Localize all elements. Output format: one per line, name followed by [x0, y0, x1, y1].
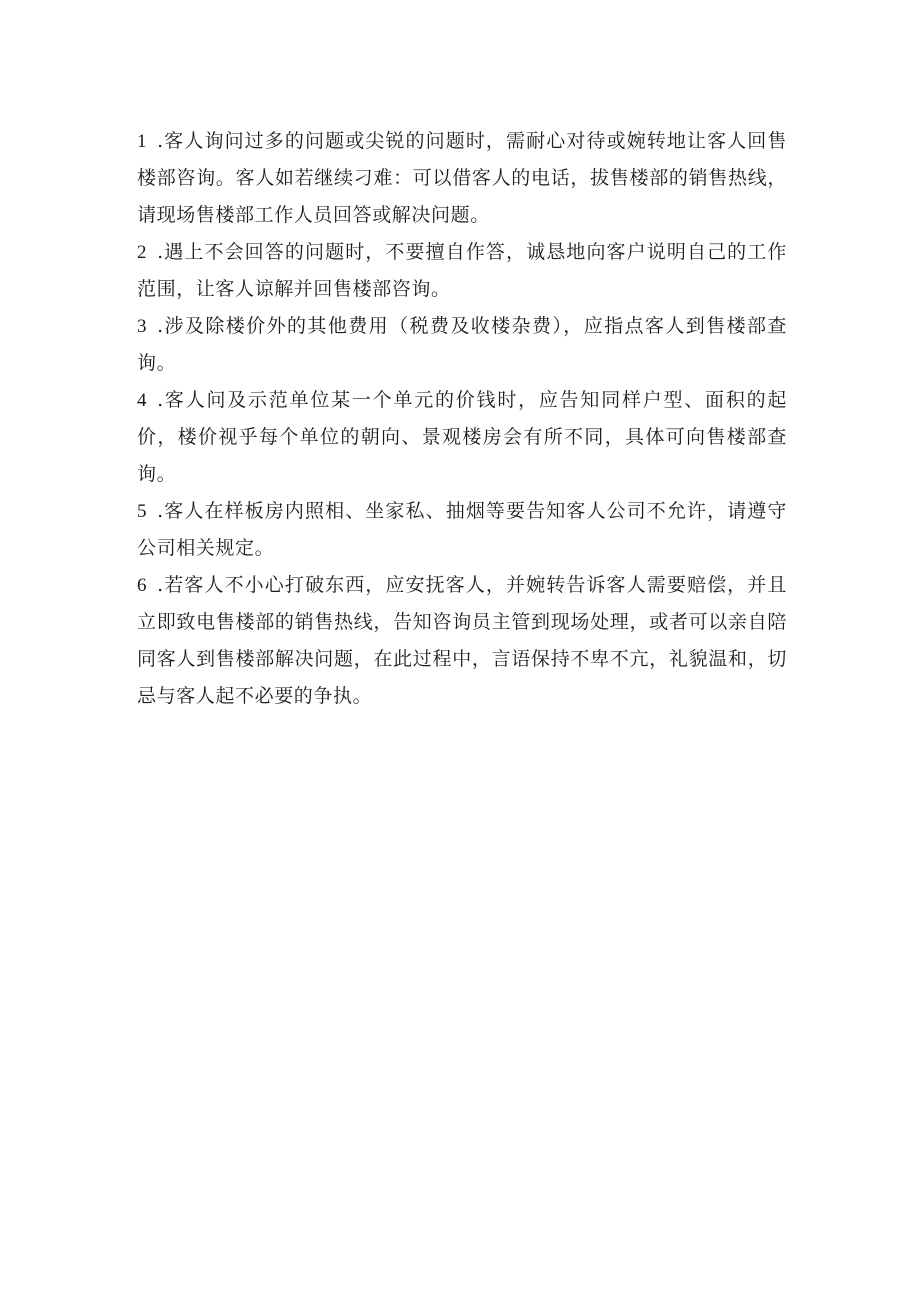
list-item-4 [137, 382, 787, 493]
item-text: .客人问及示范单位某一个单元的价钱时，应告知同样户型、面积的起价，楼价视乎每个单位的朝向、景观楼房会有所不同，具体可向售楼部查询。 [137, 389, 787, 485]
item-number: 5 [137, 501, 148, 522]
item-number: 3 [137, 316, 148, 337]
list-item-1 [137, 123, 787, 234]
item-text: .客人在样板房内照相、坐家私、抽烟等要告知客人公司不允许，请遵守公司相关规定。 [137, 500, 787, 559]
document-body [137, 123, 787, 715]
list-item-3 [137, 308, 787, 382]
item-number: 6 [137, 575, 148, 596]
list-item-5 [137, 493, 787, 567]
item-number: 2 [137, 242, 148, 263]
item-text: .若客人不小心打破东西，应安抚客人，并婉转告诉客人需要赔偿，并且立即致电售楼部的销售热线，告知咨询员主管到现场处理，或者可以亲自陪同客人到售楼部解决问题，在此过程中，言语保持不卑不亢，礼貌温和，切忌与客人起不必要的争执。 [137, 574, 787, 707]
item-text: .涉及除楼价外的其他费用（税费及收楼杂费），应指点客人到售楼部查询。 [137, 315, 787, 374]
item-number: 4 [137, 390, 148, 411]
item-text: .遇上不会回答的问题时，不要擅自作答，诚恳地向客户说明自己的工作范围，让客人谅解并回售楼部咨询。 [137, 241, 787, 300]
list-item-2 [137, 234, 787, 308]
item-text: .客人询问过多的问题或尖锐的问题时，需耐心对待或婉转地让客人回售楼部咨询。客人如若继续刁难：可以借客人的电话，拔售楼部的销售热线，请现场售楼部工作人员回答或解决问题。 [137, 130, 787, 226]
list-item-6 [137, 567, 787, 715]
item-number: 1 [137, 131, 148, 152]
